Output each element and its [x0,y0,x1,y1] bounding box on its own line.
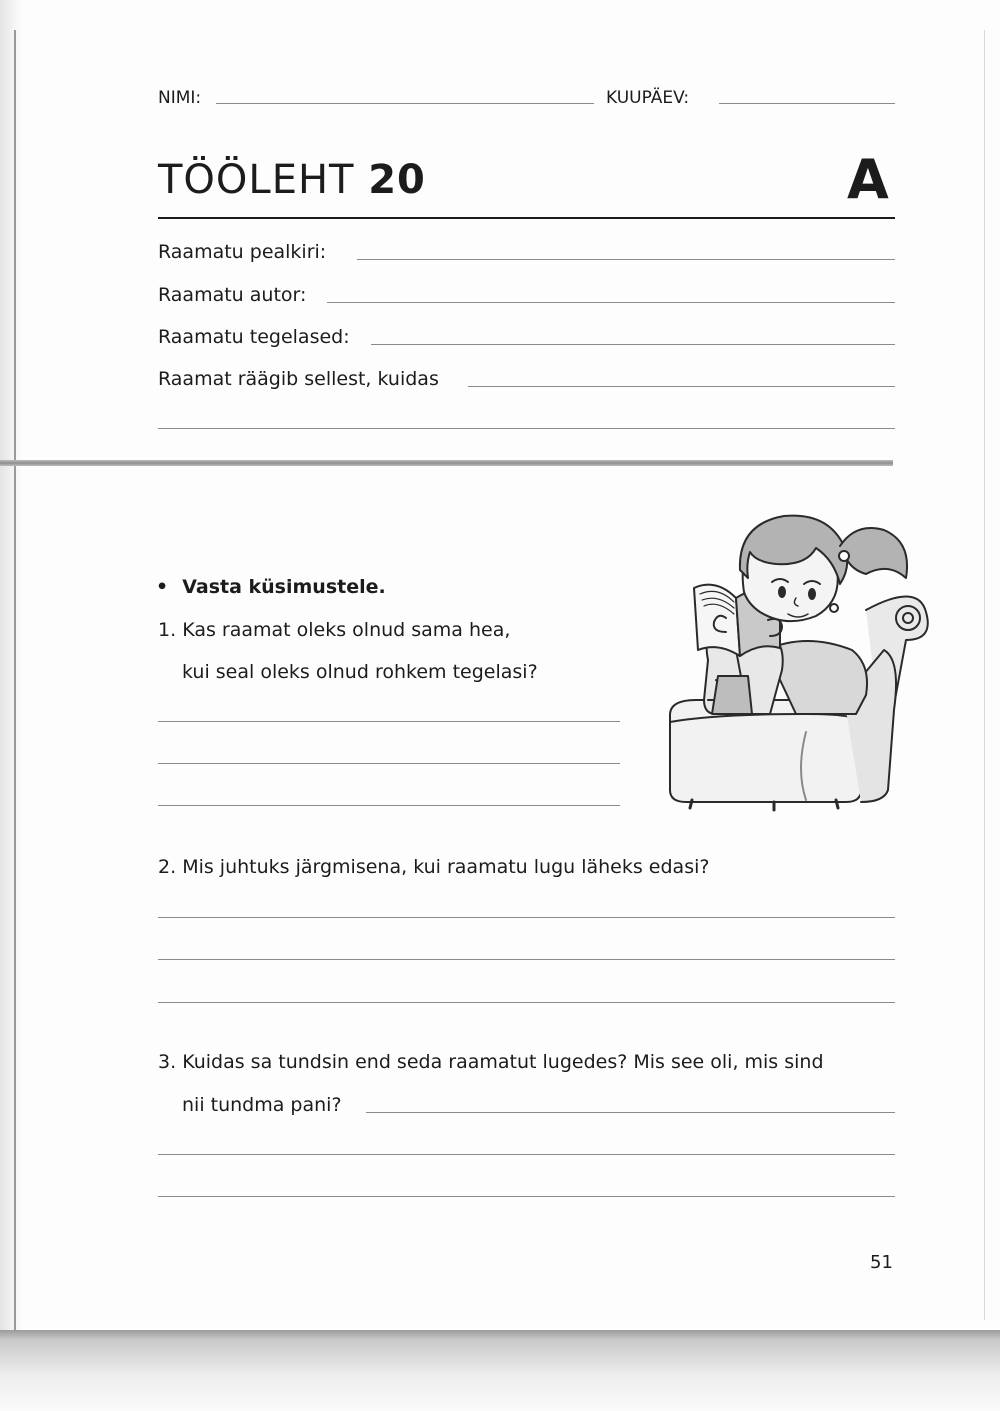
answer-3-line-1[interactable] [366,1112,895,1113]
scan-shadow-left [0,0,22,1340]
girl-reading-book-in-armchair-icon [656,500,938,812]
name-label: NIMI: [158,88,202,108]
worksheet-title-prefix: TÖÖLEHT [158,157,355,203]
answer-3-line-2[interactable] [158,1154,895,1155]
question-1-text: Kas raamat oleks olnud sama hea, [182,619,511,641]
book-title-label: Raamatu pealkiri: [158,241,327,263]
answer-2-line-3[interactable] [158,1002,895,1003]
bullet-icon: • [156,576,169,598]
book-about-field-continued[interactable] [158,428,895,429]
title-divider [158,217,895,219]
scan-edge-right [984,30,985,1320]
question-3-number: 3. [158,1051,177,1073]
answer-1-line-1[interactable] [158,721,620,722]
scan-shadow-bottom [0,1330,1000,1411]
answer-1-line-3[interactable] [158,805,620,806]
worksheet-number: 20 [368,157,426,203]
question-3-text: Kuidas sa tundsin end seda raamatut lugedes? Mis see oli, mis sind [182,1051,824,1073]
book-about-label: Raamat räägib sellest, kuidas [158,368,439,390]
answer-1-line-2[interactable] [158,763,620,764]
question-2-text: Mis juhtuks järgmisena, kui raamatu lugu läheks edasi? [182,856,710,878]
scan-edge-line [14,30,16,1330]
answer-3-line-3[interactable] [158,1196,895,1197]
instruction-text: Vasta küsimustele. [182,576,386,598]
book-author-field[interactable] [327,302,895,303]
question-3 [158,1050,824,1074]
book-author-label: Raamatu autor: [158,284,307,306]
name-field[interactable] [216,103,594,104]
question-2-number: 2. [158,856,177,878]
question-1-text-line2: kui seal oleks olnud rohkem tegelasi? [182,661,538,683]
page-fold-line [0,460,893,466]
question-1 [158,618,510,642]
book-characters-label: Raamatu tegelased: [158,326,350,348]
book-characters-field[interactable] [371,344,895,345]
date-field[interactable] [719,103,895,104]
worksheet-variant: A [847,148,889,211]
answer-2-line-2[interactable] [158,959,895,960]
question-1-number: 1. [158,619,177,641]
book-about-field[interactable] [468,386,895,387]
date-label: KUUPÄEV: [606,88,690,108]
instruction [156,575,386,599]
question-3-text-line2: nii tundma pani? [182,1094,342,1116]
worksheet-title [158,156,426,204]
question-2 [158,855,709,879]
answer-2-line-1[interactable] [158,917,895,918]
book-title-field[interactable] [357,259,895,260]
page-number: 51 [870,1252,893,1273]
